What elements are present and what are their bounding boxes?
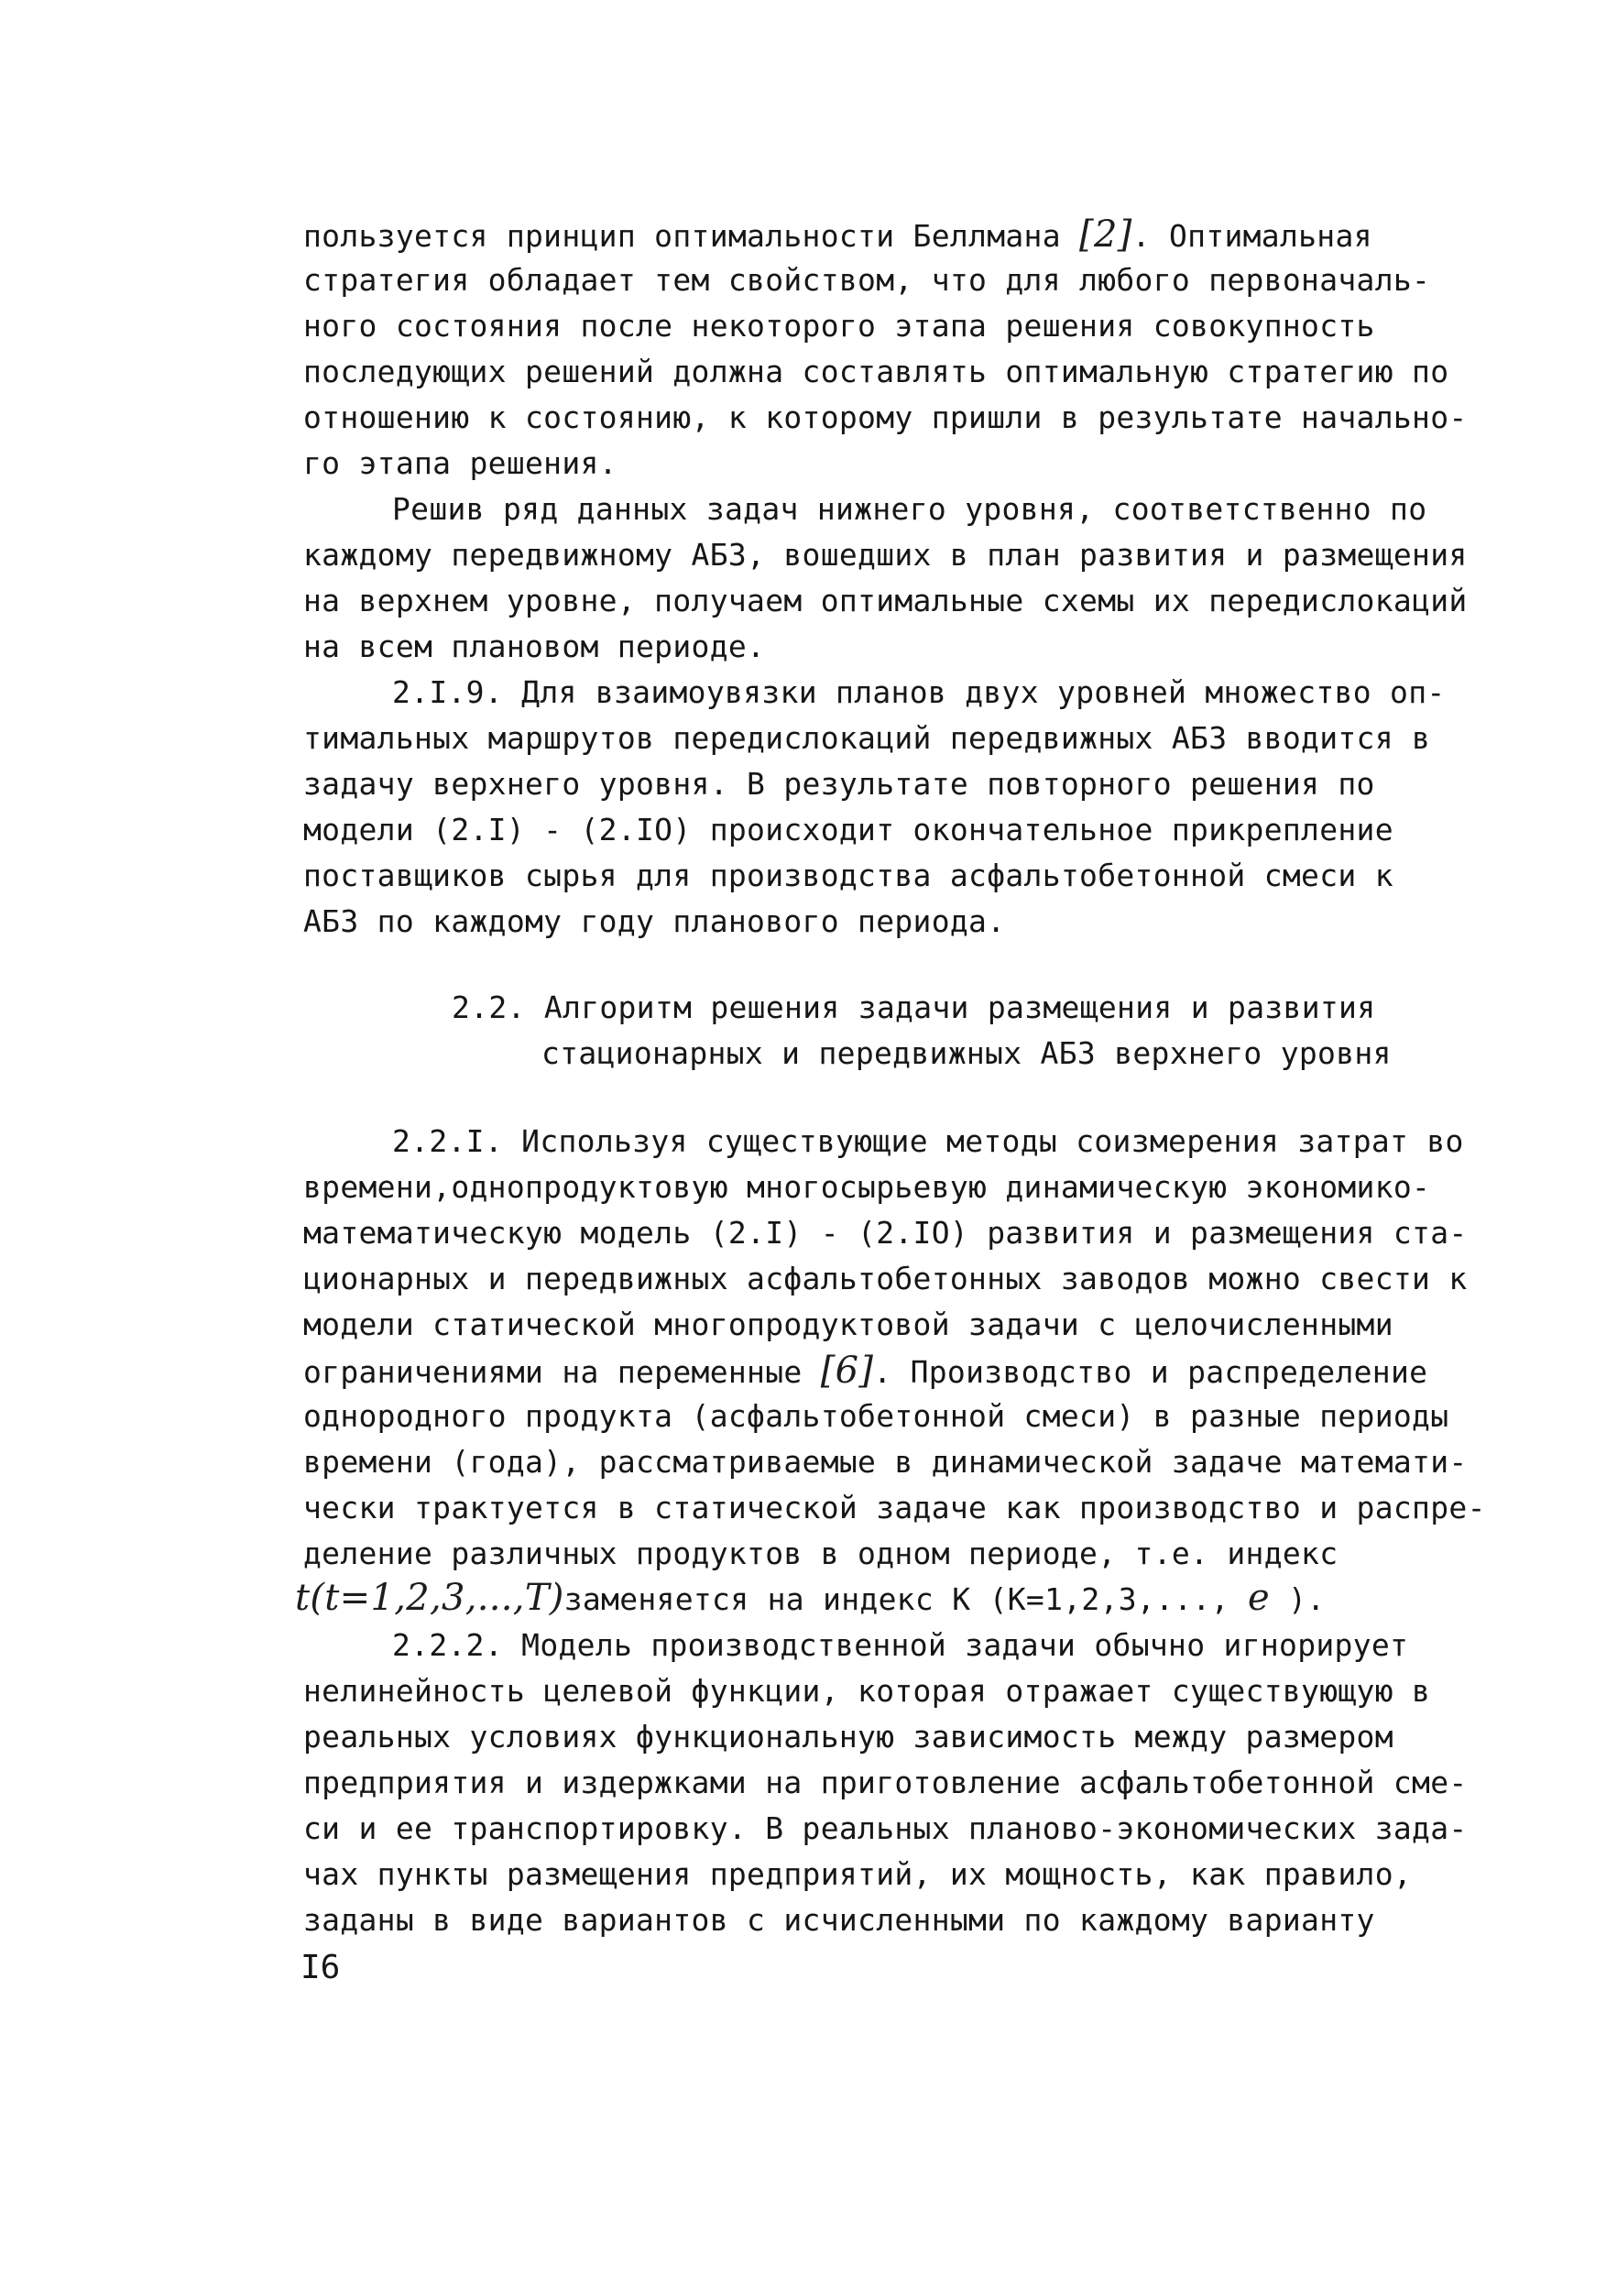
text-span: заменяется на индекс К (К=1,2,3,...,	[563, 1581, 1248, 1617]
paragraph-5-line-1: 2.2.2. Модель производственной задачи обычно игнорирует	[392, 1627, 1409, 1663]
text-span: пользуется принцип оптимальности Беллмана	[303, 218, 1080, 254]
paragraph-5-line-7: заданы в виде вариантов с исчисленными по каждому варианту	[303, 1902, 1375, 1938]
paragraph-4-line-3: математическую модель (2.I) - (2.IO) развития и размещения ста-	[303, 1215, 1468, 1251]
paragraph-3-line-1: 2.I.9. Для взаимоувязки планов двух уровней множество оп-	[392, 674, 1446, 710]
paragraph-4-line-9: чески трактуется в статической задаче как производство и распре-	[303, 1490, 1486, 1525]
text-span: ограничениями на переменные	[303, 1354, 821, 1390]
paragraph-4-line-4: ционарных и передвижных асфальтобетонных заводов можно свести к	[303, 1261, 1468, 1296]
citation-ref: [2]	[1079, 213, 1132, 256]
paragraph-3-line-4: модели (2.I) - (2.IO) происходит окончательное прикрепление	[303, 812, 1393, 847]
handwritten-symbol: e	[1247, 1577, 1270, 1619]
paragraph-4-line-1: 2.2.I. Используя существующие методы соизмерения затрат во	[392, 1123, 1464, 1159]
paragraph-1-line-5: отношению к состоянию, к которому пришли в результате начально-	[303, 399, 1468, 435]
section-heading-line-2: стационарных и передвижных АБЗ верхнего уровня	[541, 1035, 1392, 1071]
paragraph-5-line-6: чах пункты размещения предприятий, их мощность, как правило,	[303, 1856, 1413, 1892]
text-span: . Производство и распределение	[873, 1354, 1428, 1390]
paragraph-4-line-7: однородного продукта (асфальтобетонной смеси) в разные периоды	[303, 1398, 1449, 1434]
paragraph-4-line-11	[295, 1578, 1325, 1618]
paragraph-5-line-3: реальных условиях функциональную зависимость между размером	[303, 1719, 1393, 1755]
paragraph-4-line-2: времени,однопродуктовую многосырьевую динамическую экономико-	[303, 1169, 1431, 1205]
paragraph-1-line-1	[303, 214, 1372, 255]
paragraph-2-line-3: на верхнем уровне, получаем оптимальные схемы их передислокаций	[303, 583, 1468, 618]
paragraph-3-line-5: поставщиков сырья для производства асфальтобетонной смеси к	[303, 858, 1393, 893]
paragraph-5-line-4: предприятия и издержками на приготовление асфальтобетонной сме-	[303, 1765, 1468, 1800]
paragraph-1-line-4: последующих решений должна составлять оптимальную стратегию по	[303, 354, 1449, 389]
handwritten-formula: t(t=1,2,3,...,T)	[295, 1577, 564, 1619]
paragraph-3-line-3: задачу верхнего уровня. В результате повторного решения по	[303, 766, 1375, 802]
paragraph-4-line-10: деление различных продуктов в одном периоде, т.е. индекс	[303, 1536, 1338, 1571]
paragraph-3-line-2: тимальных маршрутов передислокаций передвижных АБЗ вводится в	[303, 720, 1431, 756]
section-heading-line-1: 2.2. Алгоритм решения задачи размещения и развития	[452, 989, 1376, 1025]
paragraph-1-line-3: ного состояния после некоторого этапа решения совокупность	[303, 308, 1375, 344]
paragraph-2-line-1: Решив ряд данных задач нижнего уровня, соответственно по	[392, 491, 1427, 527]
paragraph-5-line-2: нелинейность целевой функции, которая отражает существующую в	[303, 1673, 1431, 1709]
paragraph-3-line-6: АБЗ по каждому году планового периода.	[303, 903, 1006, 939]
text-span: ).	[1269, 1581, 1326, 1617]
text-span: . Оптимальная	[1131, 218, 1372, 254]
citation-ref: [6]	[820, 1350, 874, 1392]
paragraph-1-line-6: го этапа решения.	[303, 445, 617, 481]
paragraph-2-line-2: каждому передвижному АБЗ, вошедших в план развития и размещения	[303, 537, 1468, 573]
paragraph-1-line-2: стратегия обладает тем свойством, что для любого первоначаль-	[303, 262, 1431, 298]
paragraph-4-line-6	[303, 1350, 1427, 1391]
paragraph-2-line-4: на всем плановом периоде.	[303, 629, 766, 664]
paragraph-5-line-5: си и ее транспортировку. В реальных планово-экономических зада-	[303, 1810, 1468, 1846]
paragraph-4-line-5: модели статической многопродуктовой задачи с целочисленными	[303, 1307, 1393, 1342]
paragraph-4-line-8: времени (года), рассматриваемые в динамической задаче математи-	[303, 1444, 1468, 1480]
page-number: I6	[300, 1949, 341, 1986]
